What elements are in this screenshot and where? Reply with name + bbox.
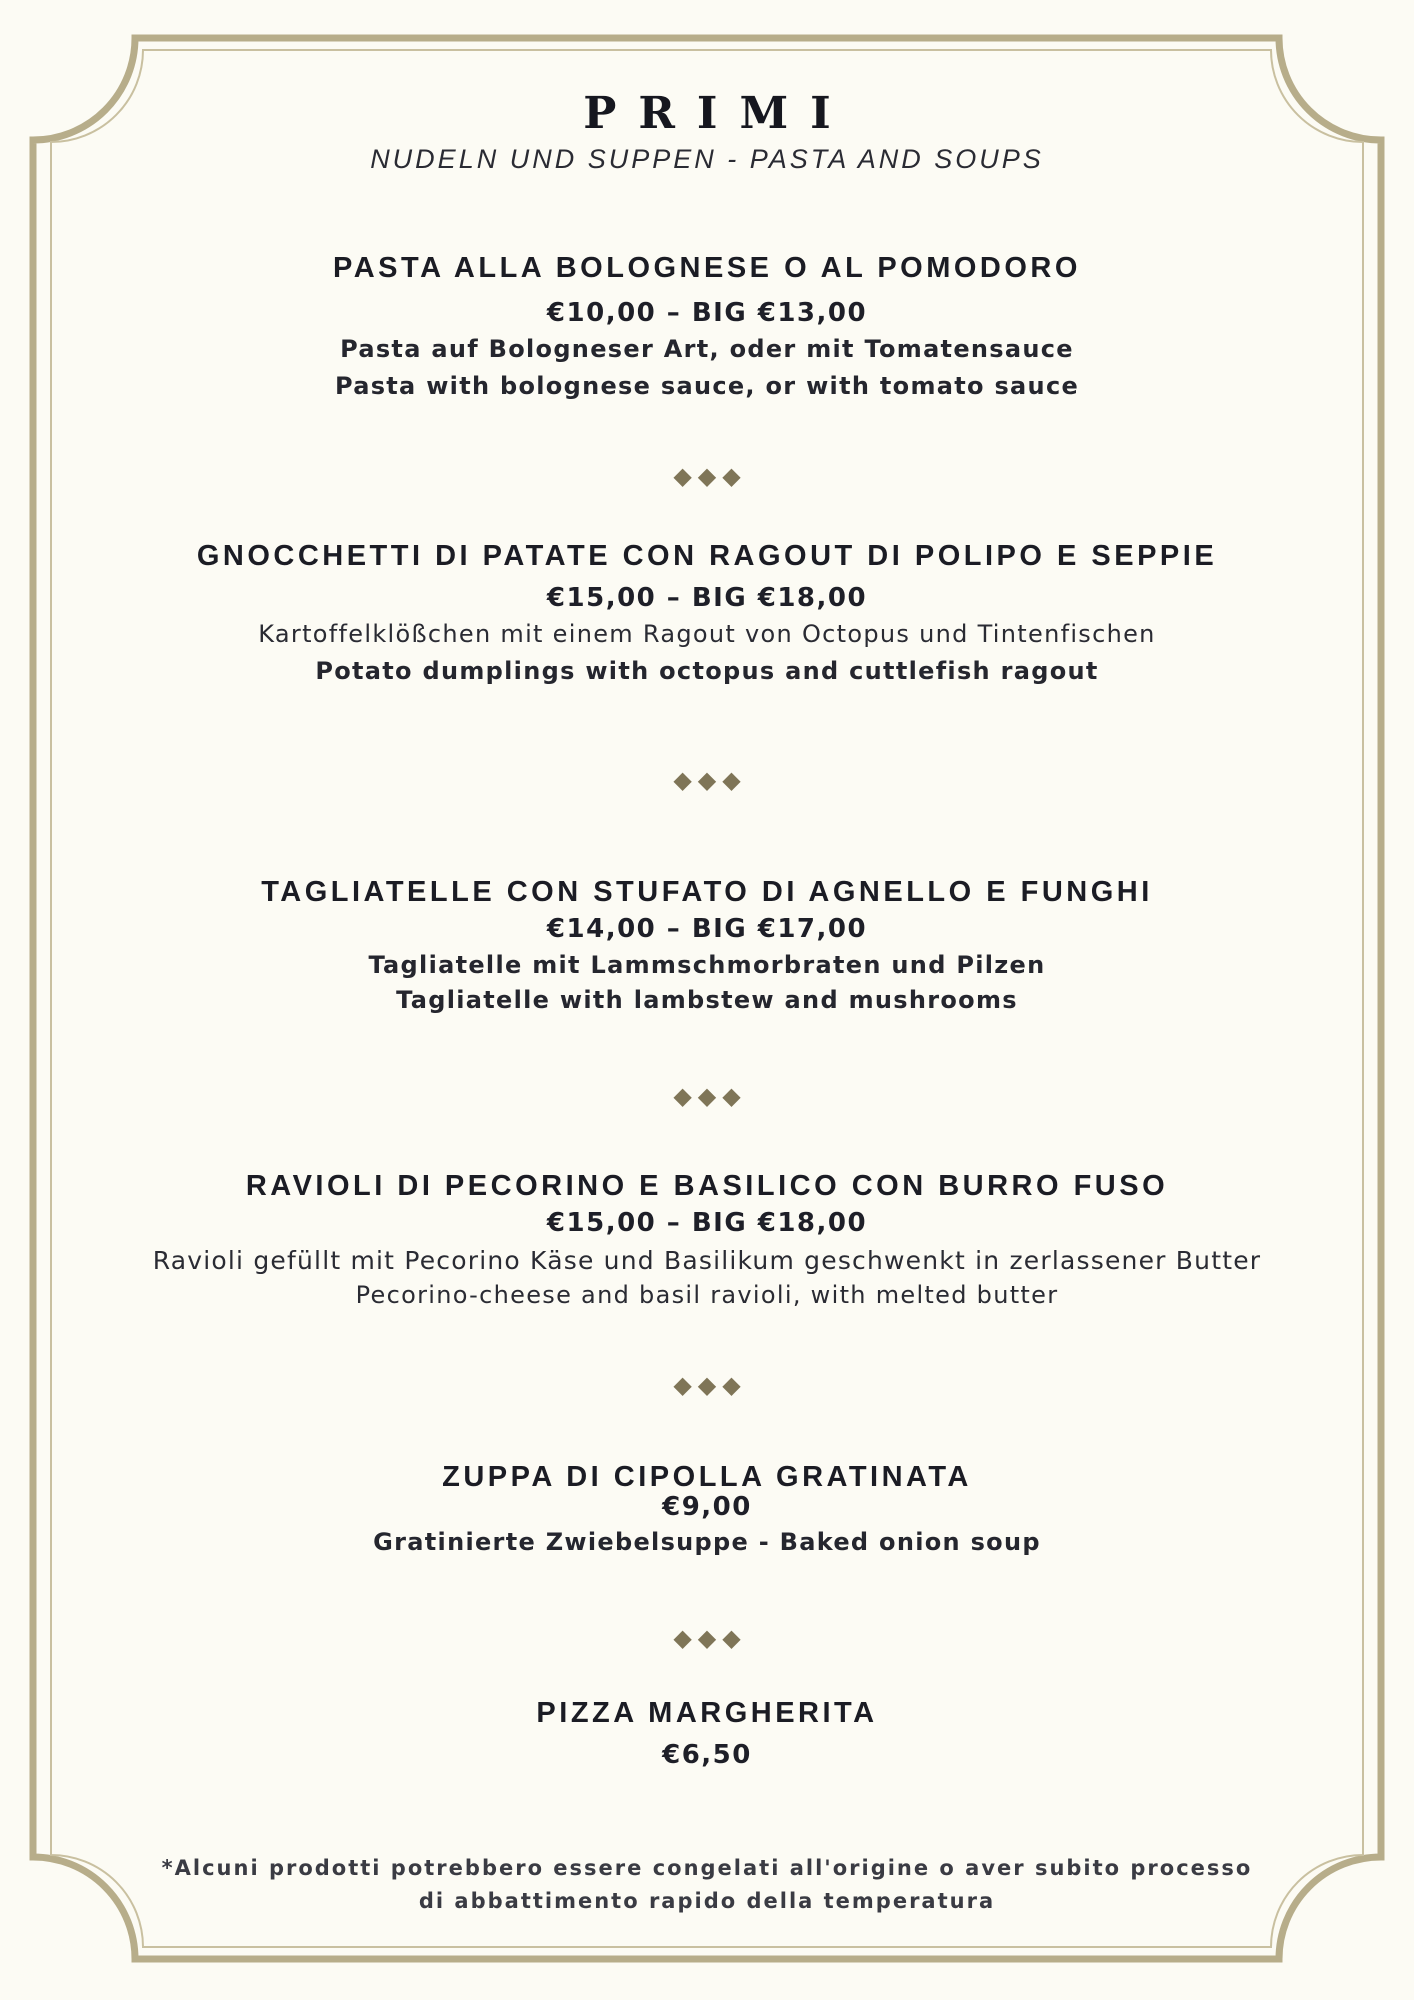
dish-description-en: Tagliatelle with lambstew and mushrooms (396, 986, 1018, 1014)
dish-description-en: Pecorino-cheese and basil ravioli, with melted butter (355, 1281, 1059, 1309)
dish-price: €14,00 – BIG €17,00 (546, 914, 868, 944)
dish-price: €15,00 – BIG €18,00 (546, 1208, 868, 1238)
diamond-separator-icon: ◆◆◆ (673, 1371, 747, 1399)
dish-name: PIZZA MARGHERITA (536, 1697, 878, 1729)
dish-description-en: Potato dumplings with octopus and cuttlefish ragout (315, 657, 1099, 685)
dish-description-de: Tagliatelle mit Lammschmorbraten und Pilzen (368, 951, 1046, 979)
dish-name: TAGLIATELLE CON STUFATO DI AGNELLO E FUNGHI (261, 876, 1153, 908)
diamond-separator-icon: ◆◆◆ (673, 766, 747, 794)
dish-description-de: Pasta auf Bologneser Art, oder mit Tomatensauce (340, 335, 1074, 363)
dish-name: PASTA ALLA BOLOGNESE O AL POMODORO (333, 252, 1081, 284)
dish-price: €9,00 (662, 1492, 752, 1522)
dish-description-de: Kartoffelklößchen mit einem Ragout von Octopus und Tintenfischen (258, 620, 1156, 648)
footnote-line: *Alcuni prodotti potrebbero essere congelati all'origine o aver subito processo (161, 1856, 1253, 1880)
diamond-separator-icon: ◆◆◆ (673, 1624, 747, 1652)
dish-price: €10,00 – BIG €13,00 (546, 298, 868, 328)
dish-name: GNOCCHETTI DI PATATE CON RAGOUT DI POLIPO E SEPPIE (196, 540, 1218, 572)
page-title: PRIMI (583, 88, 853, 139)
dish-description-en: Pasta with bolognese sauce, or with tomato sauce (334, 372, 1080, 400)
diamond-separator-icon: ◆◆◆ (673, 1082, 747, 1110)
dish-description-de: Ravioli gefüllt mit Pecorino Käse und Basilikum geschwenkt in zerlassener Butter (152, 1246, 1262, 1275)
diamond-separator-icon: ◆◆◆ (673, 462, 747, 490)
page-subtitle: NUDELN UND SUPPEN - PASTA AND SOUPS (370, 144, 1044, 174)
dish-description: Gratinierte Zwiebelsuppe - Baked onion soup (373, 1528, 1041, 1556)
dish-name: RAVIOLI DI PECORINO E BASILICO CON BURRO FUSO (245, 1170, 1169, 1202)
footnote-line: di abbattimento rapido della temperatura (418, 1889, 996, 1913)
dish-price: €15,00 – BIG €18,00 (546, 583, 868, 613)
dish-name: ZUPPA DI CIPOLLA GRATINATA (442, 1461, 972, 1493)
dish-price: €6,50 (662, 1740, 752, 1770)
